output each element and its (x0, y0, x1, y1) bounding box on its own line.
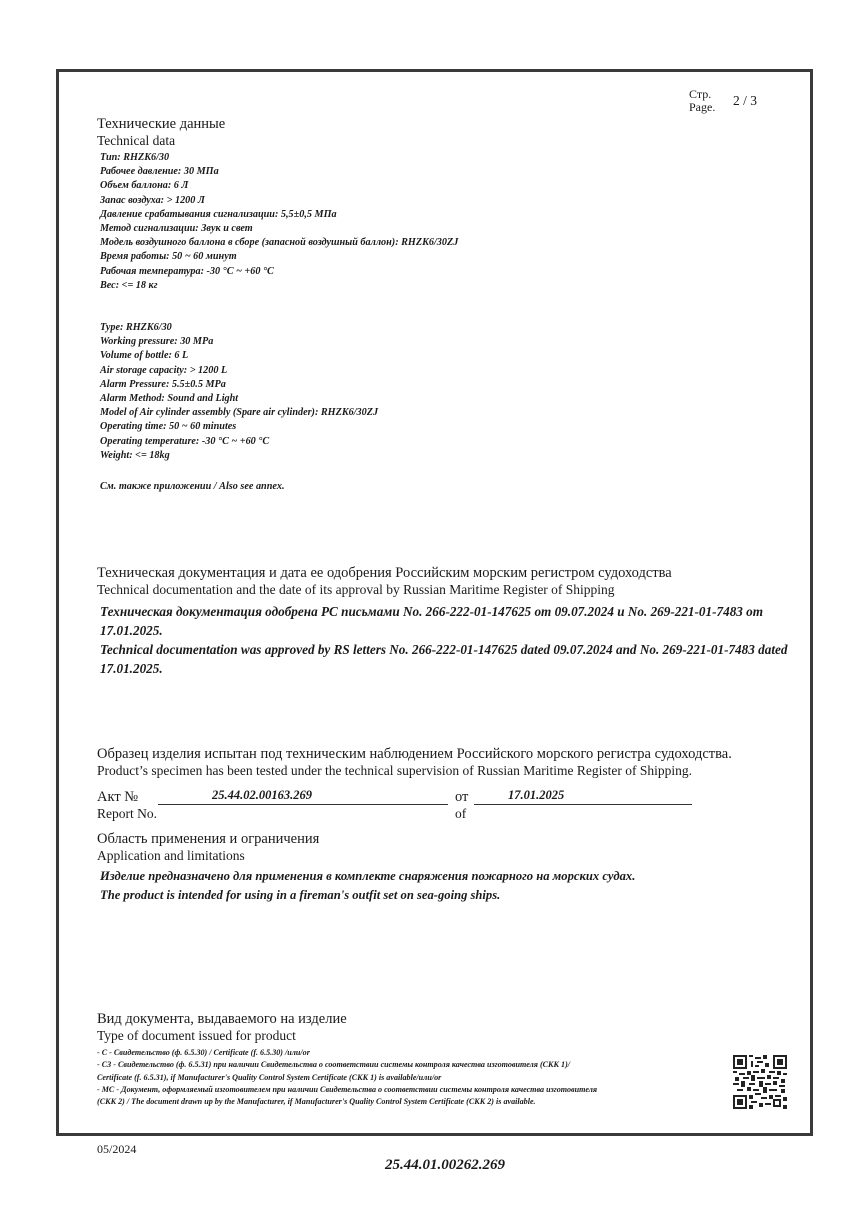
annex-note: См. также приложении / Also see annex. (100, 481, 285, 492)
page-label-ru: Стр. (689, 87, 712, 101)
spec-en-item: Alarm Pressure: 5.5±0.5 MPa (100, 378, 226, 390)
application-text-ru: Изделие предназначено для применения в комплекте снаряжения пожарного на морских судах. (100, 869, 636, 883)
application-text-en: The product is intended for using in a fireman's outfit set on sea-going ships. (100, 888, 501, 902)
report-number-underline (158, 804, 448, 805)
documentation-approval-en: Technical documentation was approved by RS letters No. 266-222-01-147625 dated 09.07.2024 and No. 269-221-01-7483 dated 17.01.2025. (100, 642, 788, 676)
document-type-title-ru: Вид документа, выдаваемого на изделие (97, 1011, 347, 1027)
document-type-list (97, 1047, 597, 1108)
specs-en-list (100, 321, 378, 463)
form-date: 05/2024 (97, 1142, 137, 1156)
spec-ru-item: Тип: RHZK6/30 (100, 152, 170, 163)
spec-en-item: Type: RHZK6/30 (100, 322, 172, 333)
spec-en-item: Volume of bottle: 6 L (100, 350, 189, 362)
documentation-title-ru: Техническая документация и дата ее одобрения Российским морским регистром судоходства (97, 565, 672, 581)
spec-en-item: Air storage capacity: > 1200 L (100, 364, 228, 376)
spec-en-item: Operating time: 50 ~ 60 minutes (100, 421, 237, 433)
document-type-line: (СКК 2) / The document drawn up by the Manufacturer, if Manufacturer's Quality Control System Certificate (СКК 2) is available. (97, 1097, 536, 1107)
spec-ru-item: Рабочее давление: 30 МПа (100, 166, 219, 178)
report-number: 25.44.02.00163.269 (212, 788, 312, 802)
specs-ru-list (100, 151, 458, 293)
documentation-title-en: Technical documentation and the date of its approval by Russian Maritime Register of Shipping (97, 582, 615, 597)
of-label-en: of (455, 806, 467, 821)
page-number: 2 / 3 (733, 93, 758, 108)
report-date-underline (474, 804, 692, 805)
document-type-title-en: Type of document issued for product (97, 1028, 296, 1043)
document-type-line: - МС - Документ, оформляемый изготовителем при наличии Свидетельства о соответствии системы контроля качества изготовителя (97, 1084, 598, 1094)
spec-en-item: Weight: <= 18kg (100, 449, 170, 461)
spec-en-item: Operating temperature: -30 °C ~ +60 °C (100, 435, 270, 447)
spec-ru-item: Объем баллона: 6 Л (100, 180, 189, 192)
spec-en-item: Working pressure: 30 MPa (100, 336, 214, 348)
report-of-label (455, 789, 468, 822)
document-number: 25.44.01.00262.269 (385, 1157, 505, 1173)
report-label (97, 789, 157, 822)
document-type-line: - С - Свидетельство (ф. 6.5.30) / Certificate (f. 6.5.30) /или/or (97, 1048, 310, 1057)
application-section (97, 831, 319, 864)
documentation-approval-ru: Техническая документация одобрена РС письмами No. 266-222-01-147625 от 09.07.2024 и No. 269-221-01-7483 от 17.01.2025. (100, 604, 764, 638)
report-date: 17.01.2025 (508, 788, 565, 802)
spec-ru-item: Запас воздуха: > 1200 Л (100, 194, 205, 206)
of-label-ru: от (455, 789, 469, 805)
spec-ru-item: Модель воздушного баллона в сборе (запасной воздушный баллон): RHZK6/30ZJ (100, 237, 459, 249)
spec-ru-item: Метод сигнализации: Звук и свет (100, 223, 253, 235)
spec-ru-item: Рабочая температура: -30 °С ~ +60 °С (100, 265, 274, 277)
technical-data-section (97, 116, 225, 149)
report-label-en: Report No. (97, 806, 157, 821)
page-label (689, 88, 715, 114)
technical-data-title-ru: Технические данные (97, 116, 226, 132)
spec-ru-item: Давление срабатывания сигнализации: 5,5±0,5 МПа (100, 208, 337, 220)
specimen-title-ru: Образец изделия испытан под техническим наблюдением Российского морского регистра судоходства. (97, 746, 732, 762)
technical-data-title-en: Technical data (97, 133, 176, 148)
spec-en-item: Model of Air cylinder assembly (Spare air cylinder): RHZK6/30ZJ (100, 407, 379, 419)
document-type-line: Certificate (f. 6.5.31), if Manufacturer's Quality Control System Certificate (СКК 1) is available/или/or (97, 1072, 442, 1082)
spec-ru-item: Вес: <= 18 кг (100, 279, 158, 291)
documentation-section (97, 565, 807, 598)
document-type-line: - СЗ - Свидетельство (ф. 6.5.31) при наличии Свидетельства о соответствии системы контроля качества изготовителя (СКК 1)/ (97, 1060, 571, 1070)
application-title-en: Application and limitations (97, 848, 245, 863)
qr-code-icon[interactable] (733, 1055, 787, 1109)
application-title-ru: Область применения и ограничения (97, 831, 320, 847)
specimen-title-en: Product’s specimen has been tested under the technical supervision of Russian Maritime Register of Shipping. (97, 763, 693, 778)
specimen-section (97, 746, 807, 779)
spec-ru-item: Время работы: 50 ~ 60 минут (100, 251, 237, 263)
application-text (100, 867, 635, 905)
document-type-section (97, 1011, 347, 1044)
spec-en-item: Alarm Method: Sound and Light (100, 393, 239, 405)
page-label-en: Page. (689, 100, 716, 114)
report-label-ru: Акт № (97, 789, 139, 805)
